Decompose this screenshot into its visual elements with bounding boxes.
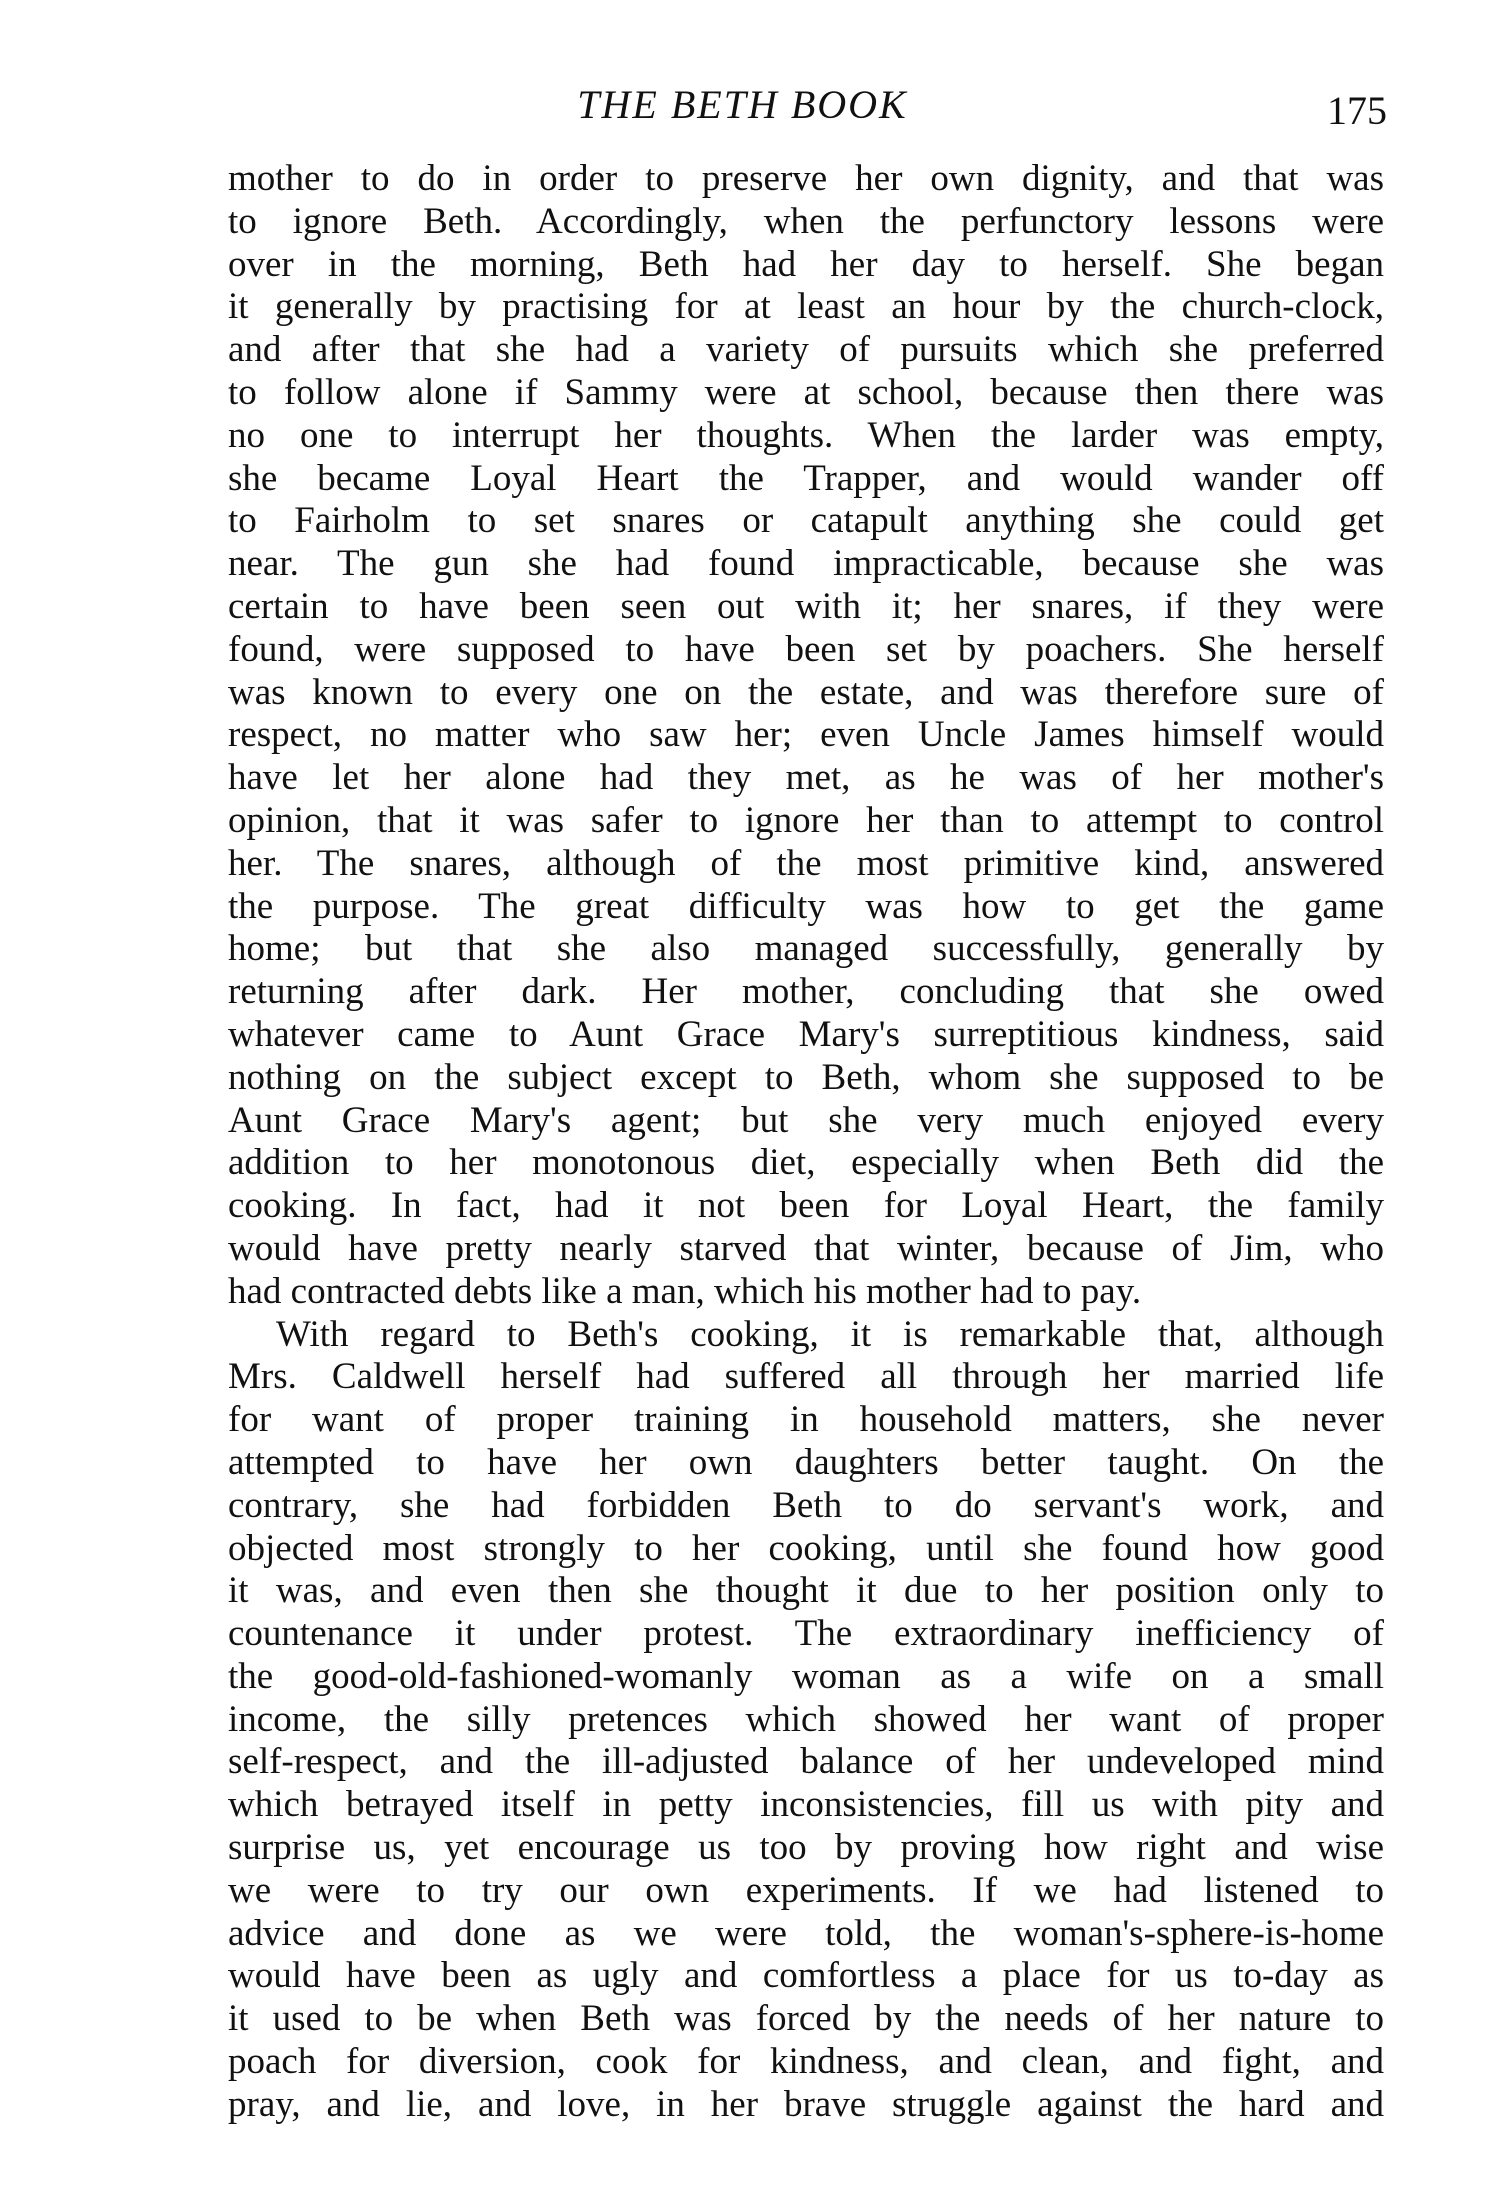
text-line: found, were supposed to have been set by poachers. She herself bbox=[228, 628, 1384, 670]
text-line: no one to interrupt her thoughts. When the larder was empty, bbox=[228, 414, 1384, 456]
text-line: would have been as ugly and comfortless a place for us to-day as bbox=[228, 1955, 1384, 1997]
text-line: certain to have been seen out with it; her snares, if they were bbox=[228, 585, 1384, 627]
text-line: she became Loyal Heart the Trapper, and would wander off bbox=[228, 457, 1384, 499]
text-line: it was, and even then she thought it due to her position only to bbox=[228, 1570, 1384, 1612]
text-line: and after that she had a variety of pursuits which she preferred bbox=[228, 329, 1384, 371]
text-line: over in the morning, Beth had her day to herself. She began bbox=[228, 243, 1384, 285]
text-line: respect, no matter who saw her; even Uncle James himself would bbox=[228, 714, 1384, 756]
text-line: Mrs. Caldwell herself had suffered all through her married life bbox=[228, 1356, 1384, 1398]
text-line: Aunt Grace Mary's agent; but she very much enjoyed every bbox=[228, 1099, 1384, 1141]
text-line: surprise us, yet encourage us too by proving how right and wise bbox=[228, 1827, 1384, 1869]
text-line: self-respect, and the ill-adjusted balance of her undeveloped mind bbox=[228, 1741, 1384, 1783]
text-line: pray, and lie, and love, in her brave struggle against the hard and bbox=[228, 2083, 1384, 2125]
paragraph bbox=[228, 1314, 1384, 2127]
text-line: nothing on the subject except to Beth, whom she supposed to be bbox=[228, 1056, 1384, 1098]
text-line: her. The snares, although of the most primitive kind, answered bbox=[228, 842, 1384, 884]
text-line: which betrayed itself in petty inconsistencies, fill us with pity and bbox=[228, 1784, 1384, 1826]
body-text bbox=[228, 158, 1384, 2127]
text-line: it generally by practising for at least an hour by the church-clock, bbox=[228, 286, 1384, 328]
running-head bbox=[0, 80, 1485, 133]
text-line: countenance it under protest. The extraordinary inefficiency of bbox=[228, 1613, 1384, 1655]
text-line: would have pretty nearly starved that winter, because of Jim, who bbox=[228, 1227, 1384, 1269]
text-line: contrary, she had forbidden Beth to do servant's work, and bbox=[228, 1484, 1384, 1526]
page-number: 175 bbox=[1327, 88, 1387, 133]
text-line: poach for diversion, cook for kindness, and clean, and fight, and bbox=[228, 2041, 1384, 2083]
text-line: have let her alone had they met, as he was of her mother's bbox=[228, 757, 1384, 799]
paragraph bbox=[228, 158, 1384, 1314]
text-line: to ignore Beth. Accordingly, when the perfunctory lessons were bbox=[228, 200, 1384, 242]
text-line: had contracted debts like a man, which his mother had to pay. bbox=[228, 1270, 1142, 1312]
text-line: was known to every one on the estate, and was therefore sure of bbox=[228, 671, 1384, 713]
text-line: cooking. In fact, had it not been for Loyal Heart, the family bbox=[228, 1185, 1384, 1227]
text-line: the purpose. The great difficulty was how to get the game bbox=[228, 885, 1384, 927]
running-title: THE BETH BOOK bbox=[577, 82, 908, 127]
text-line: near. The gun she had found impracticable, because she was bbox=[228, 543, 1384, 585]
text-line: for want of proper training in household matters, she never bbox=[228, 1399, 1384, 1441]
text-line: home; but that she also managed successfully, generally by bbox=[228, 928, 1384, 970]
text-line: the good-old-fashioned-womanly woman as a wife on a small bbox=[228, 1655, 1384, 1697]
text-line: advice and done as we were told, the woman's-sphere-is-home bbox=[228, 1912, 1384, 1954]
text-line: addition to her monotonous diet, especially when Beth did the bbox=[228, 1142, 1384, 1184]
text-line: to follow alone if Sammy were at school, because then there was bbox=[228, 371, 1384, 413]
text-line: income, the silly pretences which showed her want of proper bbox=[228, 1698, 1384, 1740]
text-line: it used to be when Beth was forced by the needs of her nature to bbox=[228, 1998, 1384, 2040]
text-line: opinion, that it was safer to ignore her than to attempt to control bbox=[228, 799, 1384, 841]
text-line: objected most strongly to her cooking, until she found how good bbox=[228, 1527, 1384, 1569]
text-line: whatever came to Aunt Grace Mary's surreptitious kindness, said bbox=[228, 1013, 1384, 1055]
text-line: With regard to Beth's cooking, it is remarkable that, although bbox=[276, 1313, 1384, 1355]
text-line: returning after dark. Her mother, concluding that she owed bbox=[228, 971, 1384, 1013]
text-line: to Fairholm to set snares or catapult anything she could get bbox=[228, 500, 1384, 542]
text-line: attempted to have her own daughters better taught. On the bbox=[228, 1441, 1384, 1483]
text-line: we were to try our own experiments. If we had listened to bbox=[228, 1869, 1384, 1911]
text-line: mother to do in order to preserve her own dignity, and that was bbox=[228, 158, 1384, 199]
